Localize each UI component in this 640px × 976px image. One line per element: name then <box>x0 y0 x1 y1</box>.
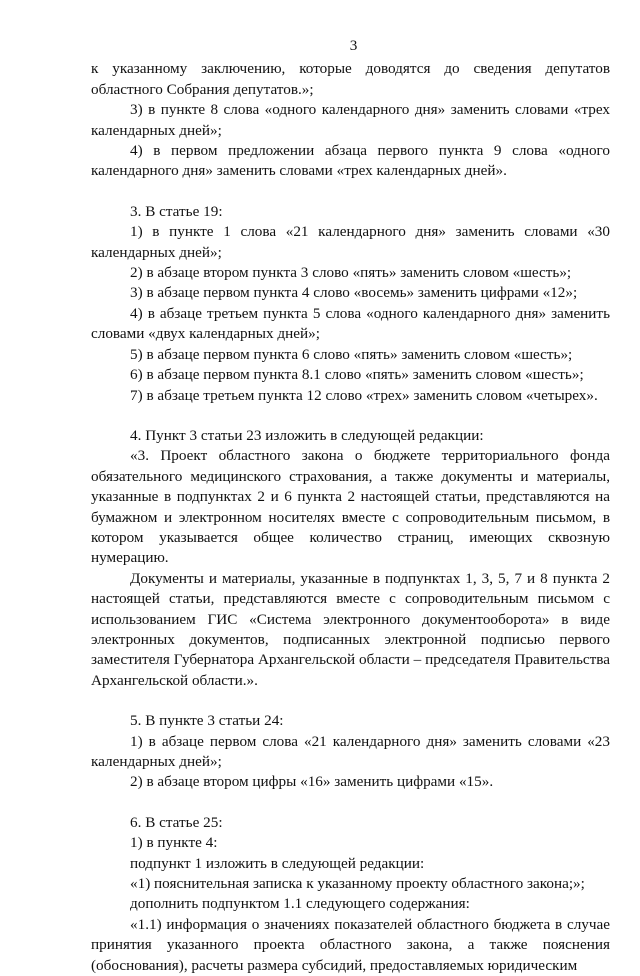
paragraph: 5. В пункте 3 статьи 24: <box>130 712 284 730</box>
paragraph: к указанному заключению, которые доводятся до сведения депутатов областного Собрания депутатов.»; <box>91 60 610 98</box>
paragraph: 4) в первом предложении абзаца первого пункта 9 слова «одного календарного дня» заменить словами «трех календарных дней». <box>91 142 610 180</box>
paragraph: 1) в пункте 4: <box>130 834 218 852</box>
paragraph: 4) в абзаце третьем пункта 5 слова «одного календарного дня» заменить словами «двух календарных дней»; <box>91 304 610 343</box>
paragraph: «3. Проект областного закона о бюджете территориального фонда обязательного медицинского страхования, а также документы и материалы, указанные в подпунктах 2 и 6 пункта 2 настоящей статьи, представляются на бумажном и электронном носителях вместе с сопроводительным письмом, в котором указывается общее количество страниц, имеющих сквозную нумерацию. <box>91 447 610 567</box>
paragraph: Документы и материалы, указанные в подпунктах 1, 3, 5, 7 и 8 пункта 2 настоящей статьи, представляются вместе с сопроводительным письмом с использованием ГИС «Система электронного документооборота» в виде электронных документов, подписанных электронной подписью первого заместителя Губернатора Архангельской области – председателя Правительства Архангельской области.». <box>91 569 610 689</box>
paragraph: 1) в пункте 1 слова «21 календарного дня» заменить словами «30 календарных дней»; <box>91 223 610 261</box>
paragraph: 3) в абзаце первом пункта 4 слово «восемь» заменить цифрами «12»; <box>130 284 578 302</box>
paragraph: 2) в абзаце втором цифры «16» заменить цифрами «15». <box>130 773 494 791</box>
document-body <box>91 59 610 976</box>
paragraph: 3. В статье 19: <box>130 202 223 220</box>
paragraph: дополнить подпунктом 1.1 следующего содержания: <box>130 895 470 913</box>
paragraph: «1) пояснительная записка к указанному проекту областного закона;»; <box>130 875 585 893</box>
paragraph: 6. В статье 25: <box>130 813 223 831</box>
paragraph: 4. Пункт 3 статьи 23 изложить в следующей редакции: <box>130 426 484 444</box>
paragraph: «1.1) информация о значениях показателей областного бюджета в случае принятия указанного проекта областного закона, а также пояснения (обоснования), расчеты размера субсидий, предоставляемых юридическим <box>91 915 610 974</box>
paragraph: 6) в абзаце первом пункта 8.1 слово «пять» заменить словом «шесть»; <box>130 366 584 384</box>
paragraph: 3) в пункте 8 слова «одного календарного дня» заменить словами «трех календарных дней»; <box>91 101 610 139</box>
document-page <box>91 36 610 976</box>
page-number: 3 <box>349 37 358 54</box>
paragraph: 2) в абзаце втором пункта 3 слово «пять» заменить словом «шесть»; <box>130 264 572 282</box>
paragraph: подпункт 1 изложить в следующей редакции: <box>130 854 425 872</box>
paragraph: 7) в абзаце третьем пункта 12 слово «трех» заменить словом «четырех». <box>130 386 598 404</box>
paragraph: 5) в абзаце первом пункта 6 слово «пять» заменить словом «шесть»; <box>130 345 573 363</box>
paragraph: 1) в абзаце первом слова «21 календарного дня» заменить словами «23 календарных дней»; <box>91 732 610 770</box>
